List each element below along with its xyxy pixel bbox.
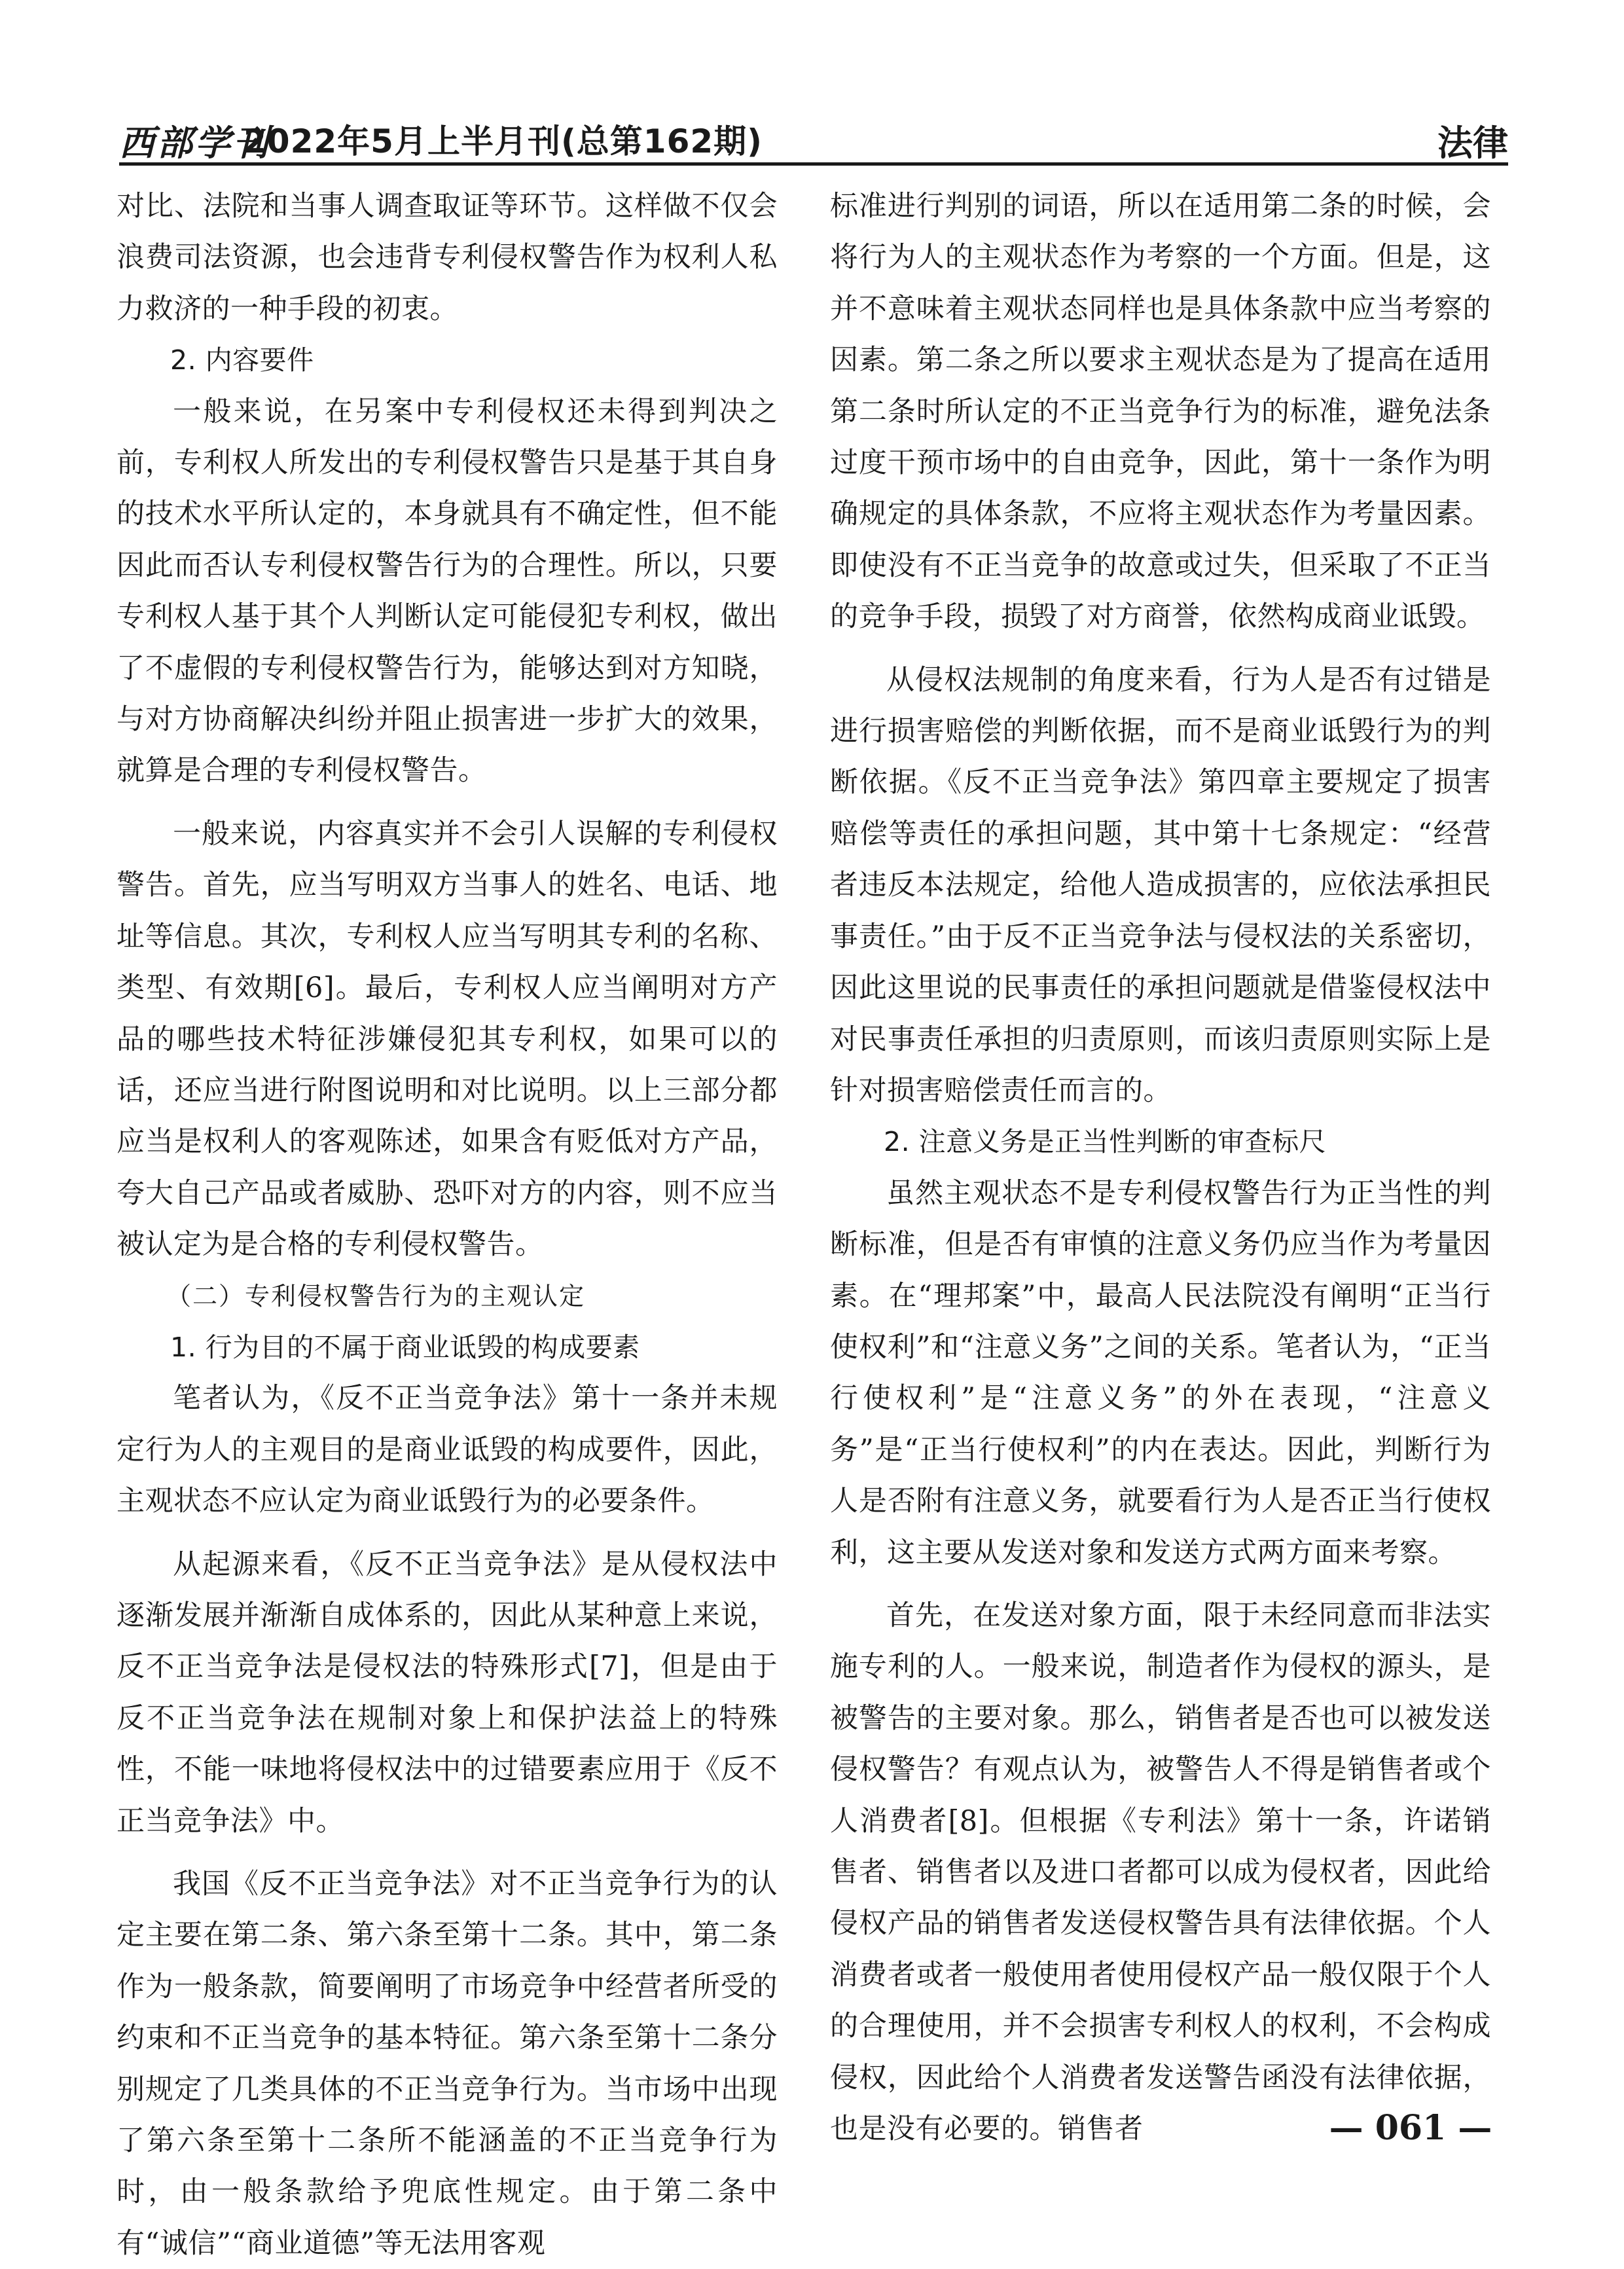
right-column (830, 181, 1491, 2154)
section-heading: （二）专利侵权警告行为的主观认定 (166, 1281, 586, 1311)
subsection-heading: 2. 注意义务是正当性判断的审查标尺 (884, 1126, 1327, 1158)
paragraph: 一般来说，内容真实并不会引人误解的专利侵权警告。首先，应当写明双方当事人的姓名、电话、地址等信息。其次，专利权人应当写明其专利的名称、类型、有效期[6]。最后，专利权人应当阐明对方产品的哪些技术特征涉嫌侵犯其专利权，如果可以的话，还应当进行附图说明和对比说明。以上三部分都应当是权利人的客观陈述，如果含有贬低对方产品，夸大自己产品或者威胁、恐吓对方的内容，则不应当被认定为是合格的专利侵权警告。 (117, 817, 778, 1262)
paragraph: 对比、法院和当事人调查取证等环节。这样做不仅会浪费司法资源，也会违背专利侵权警告作为权利人私力救济的一种手段的初衷。 (117, 190, 778, 325)
subsection-heading: 1. 行为目的不属于商业诋毁的构成要素 (170, 1331, 640, 1363)
paragraph: 从侵权法规制的角度来看，行为人是否有过错是进行损害赔偿的判断依据，而不是商业诋毁行为的判断依据。《反不正当竞争法》第四章主要规定了损害赔偿等责任的承担问题，其中第十七条规定：“经营者违反本法规定，给他人造成损害的，应依法承担民事责任。”由于反不正当竞争法与侵权法的关系密切，因此这里说的民事责任的承担问题就是借鉴侵权法中对民事责任承担的归责原则，而该归责原则实际上是针对损害赔偿责任而言的。 (830, 663, 1491, 1107)
paragraph: 虽然主观状态不是专利侵权警告行为正当性的判断标准，但是否有审慎的注意义务仍应当作为考量因素。在“理邦案”中，最高人民法院没有阐明“正当行使权利”和“注意义务”之间的关系。笔者认为，“正当行使权利”是“注意义务”的外在表现，“注意义务”是“正当行使权利”的内在表达。因此，判断行为人是否附有注意义务，就要看行为人是否正当行使权利，这主要从发送对象和发送方式两方面来考察。 (830, 1176, 1491, 1569)
journal-title: 西部学刊 (119, 122, 271, 164)
section-label: 法律 (1437, 122, 1508, 164)
running-header (119, 110, 1508, 166)
paragraph: 我国《反不正当竞争法》对不正当竞争行为的认定主要在第二条、第六条至第十二条。其中，第二条作为一般条款，简要阐明了市场竞争中经营者所受的约束和不正当竞争的基本特征。第六条至第十二条分别规定了几类具体的不正当竞争行为。当市场中出现了第六条至第十二条所不能涵盖的不正当竞争行为时，由一般条款给予兜底性规定。由于第二条中有“诚信”“商业道德”等无法用客观 (117, 1868, 778, 2260)
paragraph: 一般来说，在另案中专利侵权还未得到判决之前，专利权人所发出的专利侵权警告只是基于其自身的技术水平所认定的，本身就具有不确定性，但不能因此而否认专利侵权警告行为的合理性。所以，只要专利权人基于其个人判断认定可能侵犯专利权，做出了不虚假的专利侵权警告行为，能够达到对方知晓，与对方协商解决纠纷并阻止损害进一步扩大的效果，就算是合理的专利侵权警告。 (117, 395, 778, 788)
paragraph: 从起源来看，《反不正当竞争法》是从侵权法中逐渐发展并渐渐自成体系的，因此从某种意上来说，反不正当竞争法是侵权法的特殊形式[7]，但是由于反不正当竞争法在规制对象上和保护法益上的特殊性，不能一味地将侵权法中的过错要素应用于《反不正当竞争法》中。 (117, 1548, 778, 1838)
issue-info: 2022年5月上半月刊(总第162期) (244, 122, 763, 160)
left-column (117, 181, 778, 2269)
paragraph: 标准进行判别的词语，所以在适用第二条的时候，会将行为人的主观状态作为考察的一个方面。但是，这并不意味着主观状态同样也是具体条款中应当考察的因素。第二条之所以要求主观状态是为了提高在适用第二条时所认定的不正当竞争行为的标准，避免法条过度干预市场中的自由竞争，因此，第十一条作为明确规定的具体条款，不应将主观状态作为考量因素。即使没有不正当竞争的故意或过失，但采取了不正当的竞争手段，损毁了对方商誉，依然构成商业诋毁。 (830, 190, 1491, 634)
page-number: — 061 — (1329, 2108, 1492, 2148)
subsection-heading: 2. 内容要件 (170, 344, 314, 376)
paragraph: 首先，在发送对象方面，限于未经同意而非法实施专利的人。一般来说，制造者作为侵权的源头，是被警告的主要对象。那么，销售者是否也可以被发送侵权警告？有观点认为，被警告人不得是销售者或个人消费者[8]。但根据《专利法》第十一条，许诺销售者、销售者以及进口者都可以成为侵权者，因此给侵权产品的销售者发送侵权警告具有法律依据。个人消费者或者一般使用者使用侵权产品一般仅限于个人的合理使用，并不会损害专利权人的权利，不会构成侵权，因此给个人消费者发送警告函没有法律依据，也是没有必要的。销售者 (830, 1599, 1491, 2146)
paragraph: 笔者认为，《反不正当竞争法》第十一条并未规定行为人的主观目的是商业诋毁的构成要件，因此，主观状态不应认定为商业诋毁行为的必要条件。 (117, 1382, 778, 1518)
